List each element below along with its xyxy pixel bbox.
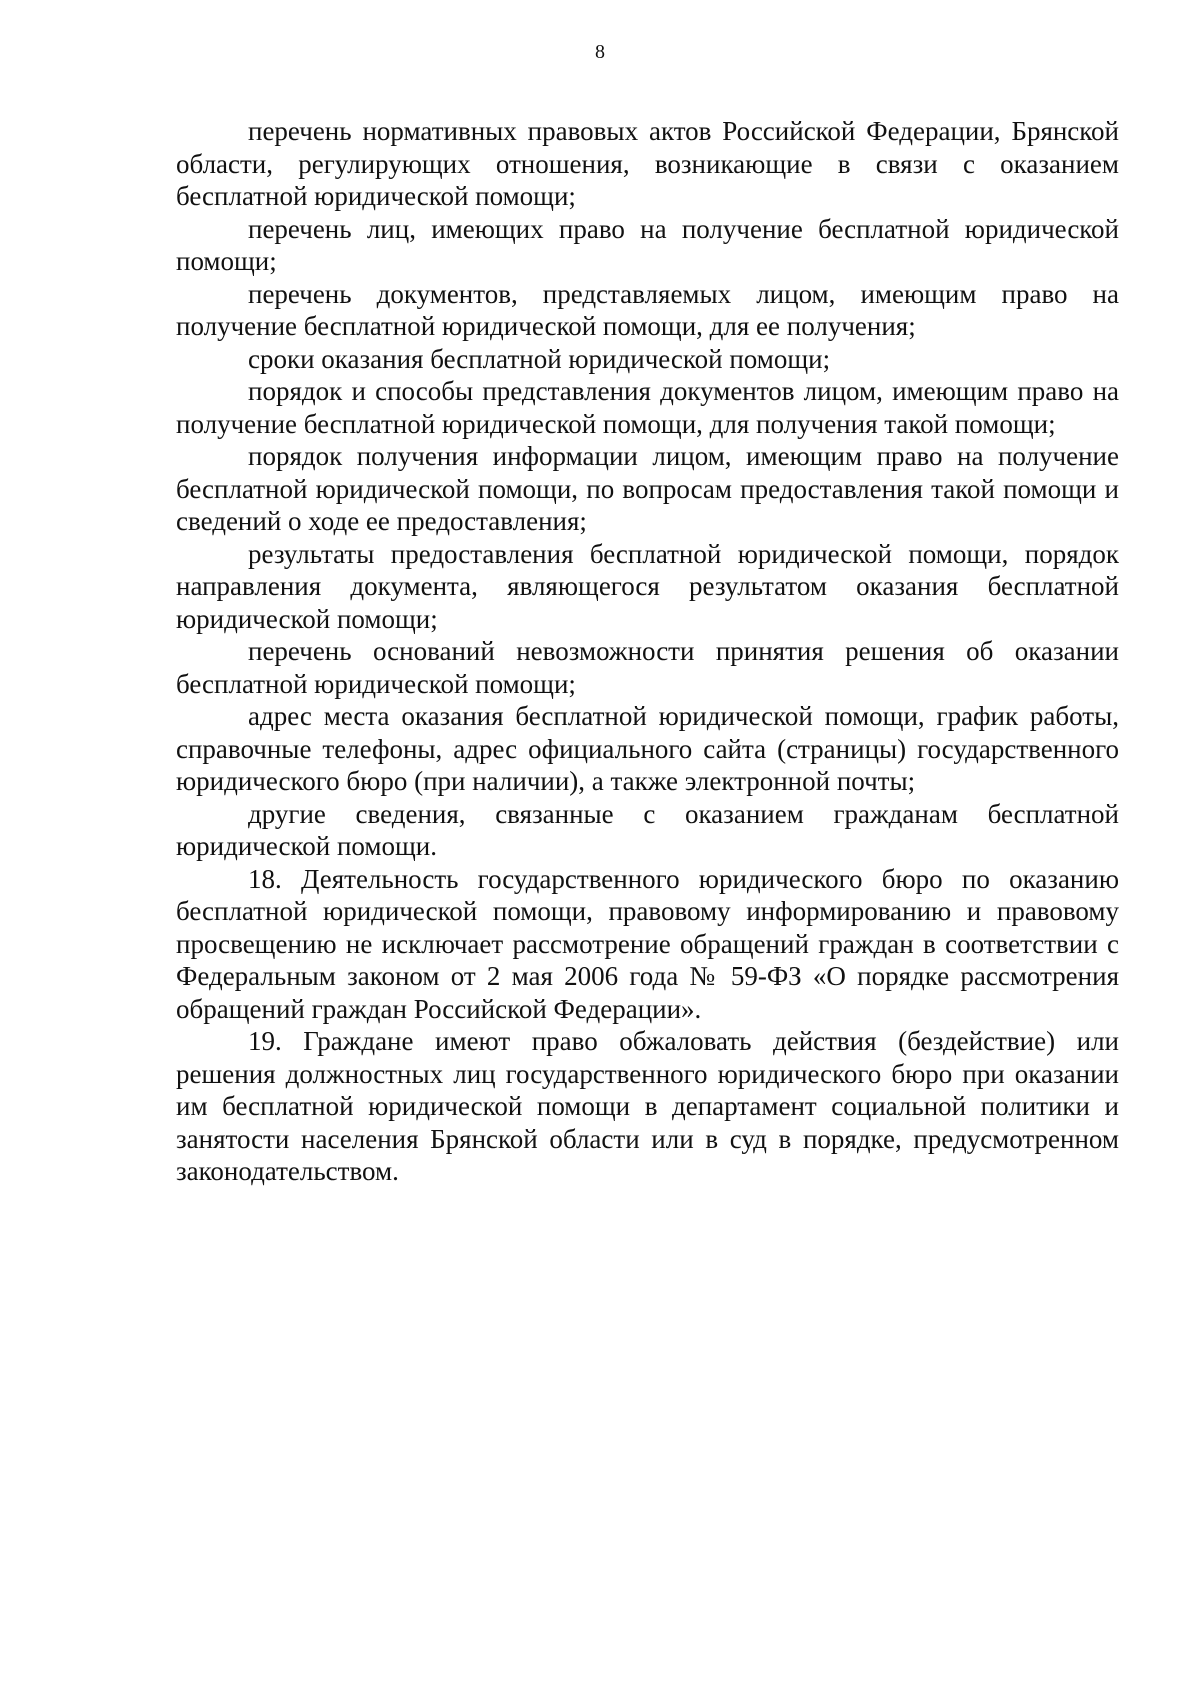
document-body	[176, 115, 1119, 1188]
paragraph-documents-list: перечень документов, представляемых лицом, имеющим право на получение бесплатной юридической помощи, для ее получения;	[176, 278, 1119, 341]
paragraph-eligible-persons: перечень лиц, имеющих право на получение бесплатной юридической помощи;	[176, 213, 1119, 276]
paragraph-other-info: другие сведения, связанные с оказанием гражданам бесплатной юридической помощи.	[176, 798, 1119, 861]
paragraph-deadlines: сроки оказания бесплатной юридической помощи;	[248, 343, 831, 374]
paragraph-contacts: адрес места оказания бесплатной юридической помощи, график работы, справочные телефоны, адрес официального сайта (страницы) государственного юридического бюро (при наличии), а также электронной почты;	[176, 701, 1119, 796]
paragraph-information-procedure: порядок получения информации лицом, имеющим право на получение бесплатной юридической помощи, по вопросам предоставления такой помощи и сведений о ходе ее предоставления;	[176, 441, 1119, 536]
paragraph-npa-list: перечень нормативных правовых актов Российской Федерации, Брянской области, регулирующих отношения, возникающие в связи с оказанием бесплатной юридической помощи;	[176, 116, 1119, 211]
paragraph-results: результаты предоставления бесплатной юридической помощи, порядок направления документа, являющегося результатом оказания бесплатной юридической помощи;	[176, 538, 1119, 634]
paragraph-clause-18: 18. Деятельность государственного юридического бюро по оказанию бесплатной юридической помощи, правовому информированию и правовому просвещению не исключает рассмотрение обращений граждан в соответствии с Федеральным законом от 2 мая 2006 года № 59-ФЗ «О порядке рассмотрения обращений граждан Российской Федерации».	[176, 863, 1119, 1024]
paragraph-submission-procedure: порядок и способы представления документов лицом, имеющим право на получение бесплатной юридической помощи, для получения такой помощи;	[176, 376, 1119, 439]
page-number: 8	[595, 41, 605, 63]
paragraph-clause-19: 19. Граждане имеют право обжаловать действия (бездействие) или решения должностных лиц государственного юридического бюро при оказании им бесплатной юридической помощи в департамент социальной политики и занятости населения Брянской области или в суд в порядке, предусмотренном законодательством.	[176, 1026, 1119, 1186]
paragraph-refusal-grounds: перечень оснований невозможности принятия решения об оказании бесплатной юридической помощи;	[176, 636, 1119, 699]
